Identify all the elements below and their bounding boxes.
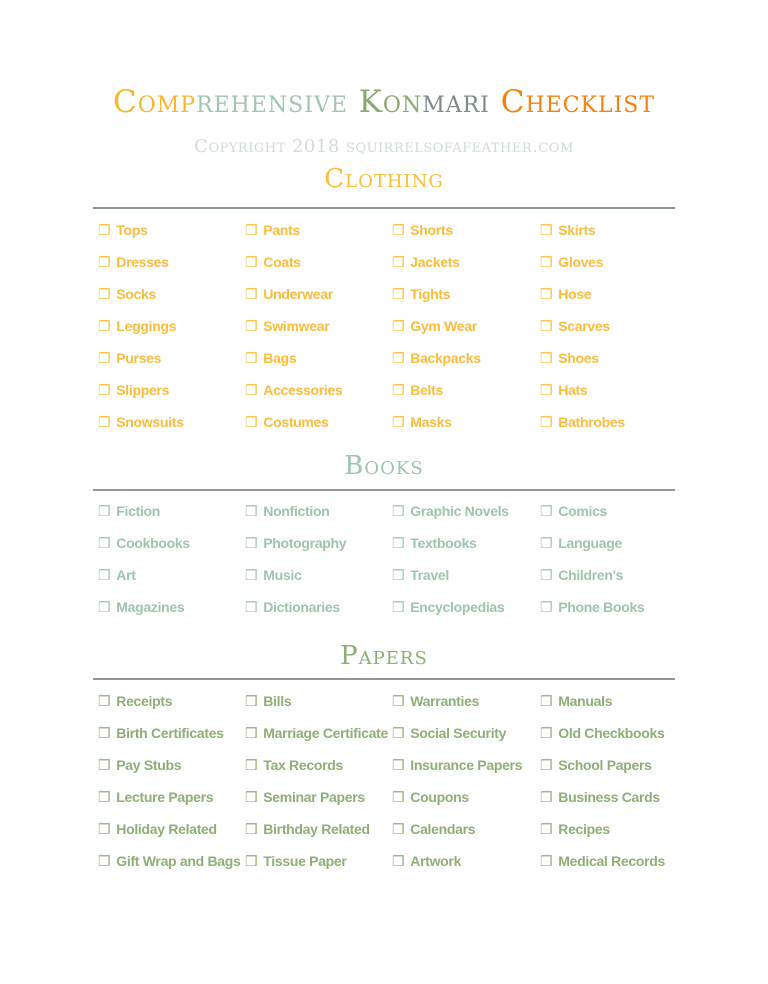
clothing-checklist bbox=[98, 220, 698, 444]
checklist-item-label: Art bbox=[116, 567, 136, 583]
checkbox-icon[interactable]: ❒ bbox=[392, 789, 405, 805]
checklist-item-label: Purses bbox=[116, 350, 162, 366]
checklist-item[interactable] bbox=[392, 533, 540, 565]
checklist-item-label: Hose bbox=[558, 286, 592, 302]
checkbox-icon[interactable]: ❒ bbox=[540, 757, 553, 773]
checklist-item-label: Travel bbox=[410, 567, 449, 583]
checklist-item-label: Recipes bbox=[558, 821, 610, 837]
checklist-item[interactable] bbox=[245, 723, 392, 755]
checklist-item[interactable] bbox=[98, 723, 245, 755]
checklist-item[interactable] bbox=[540, 252, 690, 284]
checkbox-icon[interactable]: ❒ bbox=[98, 725, 111, 741]
checkbox-icon[interactable]: ❒ bbox=[245, 821, 258, 837]
checkbox-icon[interactable]: ❒ bbox=[392, 286, 405, 302]
section-heading-papers: Papers bbox=[340, 641, 428, 671]
checklist-item[interactable] bbox=[98, 380, 245, 412]
checkbox-icon[interactable]: ❒ bbox=[392, 222, 405, 238]
checklist-item[interactable] bbox=[98, 851, 245, 883]
checklist-item-label: Bags bbox=[263, 350, 297, 366]
checklist-item-label: Language bbox=[558, 535, 622, 551]
copyright: Copyright 2018 squirrelsofafeather.com bbox=[194, 136, 574, 157]
checkbox-icon[interactable]: ❒ bbox=[98, 853, 111, 869]
checkbox-icon[interactable]: ❒ bbox=[540, 503, 553, 519]
checklist-item[interactable] bbox=[245, 851, 392, 883]
divider bbox=[93, 489, 675, 491]
checklist-item-label: Calendars bbox=[410, 821, 476, 837]
checklist-item[interactable] bbox=[392, 565, 540, 597]
checklist-item[interactable] bbox=[245, 284, 392, 316]
checklist-item[interactable] bbox=[392, 284, 540, 316]
checkbox-icon[interactable]: ❒ bbox=[98, 318, 111, 334]
checkbox-icon[interactable]: ❒ bbox=[245, 567, 258, 583]
checklist-item-label: Gift Wrap and Bags bbox=[116, 853, 241, 869]
checkbox-icon[interactable]: ❒ bbox=[245, 222, 258, 238]
checklist-item[interactable] bbox=[245, 565, 392, 597]
checkbox-icon[interactable]: ❒ bbox=[245, 382, 258, 398]
title-part: mari bbox=[422, 84, 501, 120]
checklist-item-label: Dresses bbox=[116, 254, 169, 270]
checkbox-icon[interactable]: ❒ bbox=[540, 350, 553, 366]
checklist-item[interactable] bbox=[540, 851, 690, 883]
checkbox-icon[interactable]: ❒ bbox=[245, 853, 258, 869]
checklist-item[interactable] bbox=[245, 252, 392, 284]
checklist-item-label: Manuals bbox=[558, 693, 613, 709]
checkbox-icon[interactable]: ❒ bbox=[245, 286, 258, 302]
checklist-item[interactable] bbox=[392, 851, 540, 883]
checklist-item[interactable] bbox=[540, 597, 690, 629]
checklist-item-label: Gloves bbox=[558, 254, 604, 270]
checkbox-icon[interactable]: ❒ bbox=[98, 693, 111, 709]
checklist-item-label: Skirts bbox=[558, 222, 596, 238]
checklist-item-label: Hats bbox=[558, 382, 588, 398]
checklist-item[interactable] bbox=[540, 220, 690, 252]
checkbox-icon[interactable]: ❒ bbox=[245, 318, 258, 334]
checklist-item-label: Old Checkbooks bbox=[558, 725, 665, 741]
checklist-item-label: Socks bbox=[116, 286, 157, 302]
checklist-item[interactable] bbox=[540, 819, 690, 851]
checklist-item[interactable] bbox=[392, 412, 540, 444]
checklist-item-label: Coats bbox=[263, 254, 301, 270]
checkbox-icon[interactable]: ❒ bbox=[98, 254, 111, 270]
checklist-item-label: Phone Books bbox=[558, 599, 645, 615]
checklist-item[interactable] bbox=[245, 380, 392, 412]
checklist-item[interactable] bbox=[540, 723, 690, 755]
checklist-item[interactable] bbox=[98, 691, 245, 723]
checklist-item[interactable] bbox=[392, 723, 540, 755]
checklist-item[interactable] bbox=[98, 284, 245, 316]
checklist-item[interactable] bbox=[540, 380, 690, 412]
checklist-item[interactable] bbox=[540, 691, 690, 723]
checklist-item[interactable] bbox=[540, 787, 690, 819]
checkbox-icon[interactable]: ❒ bbox=[540, 567, 553, 583]
checkbox-icon[interactable]: ❒ bbox=[540, 222, 553, 238]
checkbox-icon[interactable]: ❒ bbox=[245, 693, 258, 709]
checkbox-icon[interactable]: ❒ bbox=[540, 789, 553, 805]
checkbox-icon[interactable]: ❒ bbox=[540, 318, 553, 334]
checkbox-icon[interactable]: ❒ bbox=[245, 535, 258, 551]
checklist-item[interactable] bbox=[98, 565, 245, 597]
checklist-item[interactable] bbox=[245, 819, 392, 851]
checklist-item[interactable] bbox=[540, 412, 690, 444]
checkbox-icon[interactable]: ❒ bbox=[98, 757, 111, 773]
checkbox-icon[interactable]: ❒ bbox=[540, 693, 553, 709]
checklist-item-label: Shorts bbox=[410, 222, 453, 238]
checklist-item-label: Tissue Paper bbox=[263, 853, 347, 869]
section-heading-clothing: Clothing bbox=[324, 164, 444, 194]
checklist-item[interactable] bbox=[540, 755, 690, 787]
checklist-item-label: Coupons bbox=[410, 789, 469, 805]
checklist-item-label: Social Security bbox=[410, 725, 507, 741]
checklist-item-label: Dictionaries bbox=[263, 599, 340, 615]
checklist-item-label: Cookbooks bbox=[116, 535, 190, 551]
checklist-item[interactable] bbox=[98, 412, 245, 444]
checklist-item-label: Underwear bbox=[263, 286, 333, 302]
checkbox-icon[interactable]: ❒ bbox=[98, 350, 111, 366]
checklist-item-label: School Papers bbox=[558, 757, 652, 773]
checkbox-icon[interactable]: ❒ bbox=[245, 350, 258, 366]
checklist-item-label: Children's bbox=[558, 567, 624, 583]
checklist-item-label: Tax Records bbox=[263, 757, 343, 773]
checklist-item[interactable] bbox=[98, 533, 245, 565]
checklist-item[interactable] bbox=[540, 501, 690, 533]
checkbox-icon[interactable]: ❒ bbox=[392, 757, 405, 773]
checklist-item-label: Holiday Related bbox=[116, 821, 217, 837]
checklist-item[interactable] bbox=[245, 787, 392, 819]
checklist-item-label: Accessories bbox=[263, 382, 343, 398]
checklist-item[interactable] bbox=[392, 252, 540, 284]
checklist-item-label: Snowsuits bbox=[116, 414, 184, 430]
papers-checklist bbox=[98, 691, 698, 883]
checklist-item[interactable] bbox=[392, 755, 540, 787]
checklist-item-label: Fiction bbox=[116, 503, 161, 519]
checkbox-icon[interactable]: ❒ bbox=[245, 757, 258, 773]
checklist-item-label: Business Cards bbox=[558, 789, 660, 805]
checklist-item-label: Scarves bbox=[558, 318, 610, 334]
checklist-item[interactable] bbox=[392, 501, 540, 533]
checklist-item[interactable] bbox=[98, 819, 245, 851]
checklist-item[interactable] bbox=[540, 565, 690, 597]
checkbox-icon[interactable]: ❒ bbox=[540, 414, 553, 430]
checklist-item-label: Tights bbox=[410, 286, 451, 302]
checkbox-icon[interactable]: ❒ bbox=[98, 789, 111, 805]
checkbox-icon[interactable]: ❒ bbox=[392, 382, 405, 398]
checklist-item-label: Medical Records bbox=[558, 853, 666, 869]
section-heading-books: Books bbox=[344, 451, 424, 481]
checklist-item[interactable] bbox=[245, 412, 392, 444]
checklist-item-label: Seminar Papers bbox=[263, 789, 365, 805]
checklist-item[interactable] bbox=[98, 597, 245, 629]
checkbox-icon[interactable]: ❒ bbox=[392, 693, 405, 709]
title-part: Kon bbox=[358, 84, 423, 120]
checkbox-icon[interactable]: ❒ bbox=[98, 286, 111, 302]
checklist-item-label: Bathrobes bbox=[558, 414, 625, 430]
checkbox-icon[interactable]: ❒ bbox=[392, 567, 405, 583]
checklist-item[interactable] bbox=[392, 316, 540, 348]
checklist-item[interactable] bbox=[245, 533, 392, 565]
divider bbox=[93, 207, 675, 209]
checklist-item[interactable] bbox=[392, 819, 540, 851]
checklist-item-label: Marriage Certificate bbox=[263, 725, 388, 741]
checklist-item[interactable] bbox=[540, 316, 690, 348]
checkbox-icon[interactable]: ❒ bbox=[392, 535, 405, 551]
checkbox-icon[interactable]: ❒ bbox=[98, 414, 111, 430]
checkbox-icon[interactable]: ❒ bbox=[392, 414, 405, 430]
checklist-item[interactable] bbox=[392, 348, 540, 380]
checklist-item-label: Photography bbox=[263, 535, 347, 551]
checklist-item[interactable] bbox=[540, 284, 690, 316]
checklist-item-label: Slippers bbox=[116, 382, 170, 398]
checkbox-icon[interactable]: ❒ bbox=[540, 382, 553, 398]
checkbox-icon[interactable]: ❒ bbox=[98, 503, 111, 519]
checklist-item[interactable] bbox=[245, 316, 392, 348]
checklist-item-label: Leggings bbox=[116, 318, 177, 334]
checkbox-icon[interactable]: ❒ bbox=[245, 789, 258, 805]
checkbox-icon[interactable]: ❒ bbox=[98, 599, 111, 615]
checklist-item-label: Backpacks bbox=[410, 350, 481, 366]
checkbox-icon[interactable]: ❒ bbox=[392, 853, 405, 869]
checkbox-icon[interactable]: ❒ bbox=[540, 254, 553, 270]
checkbox-icon[interactable]: ❒ bbox=[98, 222, 111, 238]
checklist-item-label: Jackets bbox=[410, 254, 460, 270]
title-part: Comp bbox=[112, 84, 197, 120]
checklist-item-label: Swimwear bbox=[263, 318, 330, 334]
checklist-item[interactable] bbox=[98, 252, 245, 284]
books-checklist bbox=[98, 501, 698, 629]
checklist-item-label: Birthday Related bbox=[263, 821, 370, 837]
checklist-item[interactable] bbox=[98, 316, 245, 348]
checklist-item-label: Costumes bbox=[263, 414, 329, 430]
checkbox-icon[interactable]: ❒ bbox=[98, 535, 111, 551]
checkbox-icon[interactable]: ❒ bbox=[245, 503, 258, 519]
checklist-item-label: Warranties bbox=[410, 693, 480, 709]
checklist-item[interactable] bbox=[392, 691, 540, 723]
checkbox-icon[interactable]: ❒ bbox=[540, 725, 553, 741]
checklist-item[interactable] bbox=[98, 348, 245, 380]
checklist-item-label: Textbooks bbox=[410, 535, 477, 551]
checkbox-icon[interactable]: ❒ bbox=[245, 725, 258, 741]
checkbox-icon[interactable]: ❒ bbox=[540, 821, 553, 837]
checklist-item[interactable] bbox=[245, 691, 392, 723]
checklist-item-label: Birth Certificates bbox=[116, 725, 224, 741]
checklist-item[interactable] bbox=[245, 597, 392, 629]
checklist-item-label: Music bbox=[263, 567, 302, 583]
checklist-item[interactable] bbox=[98, 501, 245, 533]
checklist-item[interactable] bbox=[392, 220, 540, 252]
checkbox-icon[interactable]: ❒ bbox=[245, 414, 258, 430]
checklist-item-label: Receipts bbox=[116, 693, 173, 709]
checkbox-icon[interactable]: ❒ bbox=[392, 503, 405, 519]
checklist-item-label: Comics bbox=[558, 503, 608, 519]
checkbox-icon[interactable]: ❒ bbox=[540, 286, 553, 302]
checklist-item[interactable] bbox=[245, 220, 392, 252]
checkbox-icon[interactable]: ❒ bbox=[98, 567, 111, 583]
checkbox-icon[interactable]: ❒ bbox=[392, 599, 405, 615]
checkbox-icon[interactable]: ❒ bbox=[392, 318, 405, 334]
checklist-item[interactable] bbox=[392, 597, 540, 629]
checklist-item[interactable] bbox=[540, 348, 690, 380]
checklist-item-label: Artwork bbox=[410, 853, 462, 869]
checklist-item-label: Encyclopedias bbox=[410, 599, 505, 615]
checkbox-icon[interactable]: ❒ bbox=[540, 853, 553, 869]
checkbox-icon[interactable]: ❒ bbox=[98, 821, 111, 837]
checklist-item[interactable] bbox=[392, 380, 540, 412]
checklist-item-label: Bills bbox=[263, 693, 292, 709]
checkbox-icon[interactable]: ❒ bbox=[245, 254, 258, 270]
checklist-item-label: Magazines bbox=[116, 599, 185, 615]
checkbox-icon[interactable]: ❒ bbox=[245, 599, 258, 615]
checklist-item-label: Graphic Novels bbox=[410, 503, 509, 519]
checklist-item[interactable] bbox=[245, 501, 392, 533]
checklist-item[interactable] bbox=[392, 787, 540, 819]
checkbox-icon[interactable]: ❒ bbox=[540, 535, 553, 551]
checklist-item-label: Insurance Papers bbox=[410, 757, 523, 773]
checklist-item[interactable] bbox=[98, 220, 245, 252]
checkbox-icon[interactable]: ❒ bbox=[392, 725, 405, 741]
checklist-item[interactable] bbox=[98, 755, 245, 787]
checklist-item[interactable] bbox=[540, 533, 690, 565]
checklist-item-label: Lecture Papers bbox=[116, 789, 214, 805]
checklist-item-label: Pay Stubs bbox=[116, 757, 182, 773]
checklist-item[interactable] bbox=[98, 787, 245, 819]
page-title bbox=[0, 84, 768, 120]
title-part: rehensive bbox=[196, 84, 359, 120]
checklist-item-label: Nonfiction bbox=[263, 503, 330, 519]
checklist-item-label: Pants bbox=[263, 222, 300, 238]
checkbox-icon[interactable]: ❒ bbox=[98, 382, 111, 398]
checklist-item[interactable] bbox=[245, 755, 392, 787]
checklist-item[interactable] bbox=[245, 348, 392, 380]
checklist-item-label: Tops bbox=[116, 222, 148, 238]
checklist-item-label: Masks bbox=[410, 414, 452, 430]
checklist-item-label: Belts bbox=[410, 382, 444, 398]
checklist-item-label: Shoes bbox=[558, 350, 599, 366]
checklist-item-label: Gym Wear bbox=[410, 318, 477, 334]
divider bbox=[93, 678, 675, 680]
checkbox-icon[interactable]: ❒ bbox=[392, 350, 405, 366]
title-part: Checklist bbox=[500, 84, 656, 120]
checkbox-icon[interactable]: ❒ bbox=[392, 821, 405, 837]
checkbox-icon[interactable]: ❒ bbox=[392, 254, 405, 270]
checkbox-icon[interactable]: ❒ bbox=[540, 599, 553, 615]
